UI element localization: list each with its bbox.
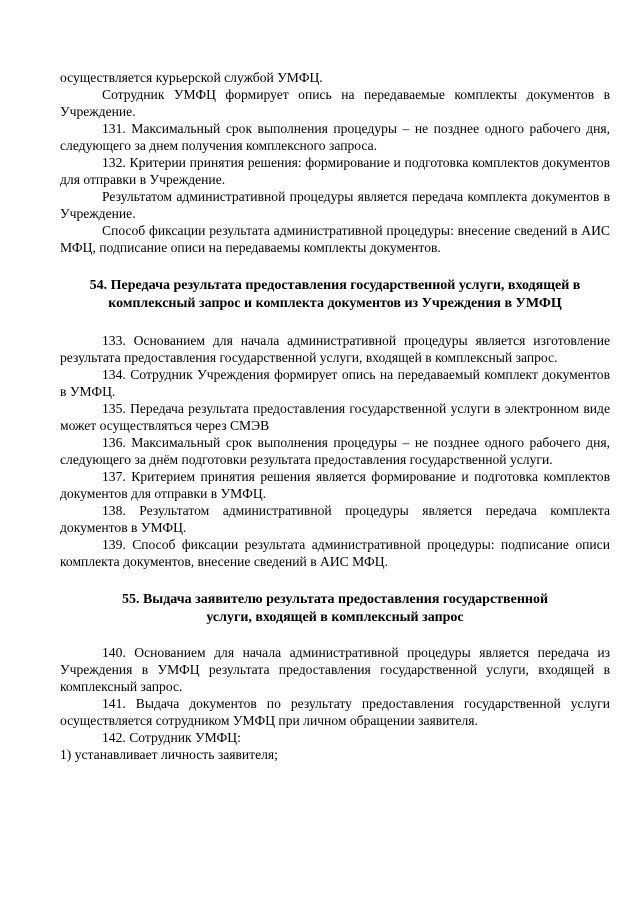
paragraph: осуществляется курьерской службой УМФЦ.	[60, 70, 323, 85]
paragraph: 131. Максимальный срок выполнения процедуры – не позднее одного рабочего дня, следующего за днем получения комплексного запроса.	[60, 121, 610, 153]
paragraph: 139. Способ фиксации результата административной процедуры: подписание описи комплекта документов, внесение сведений в АИС МФЦ.	[60, 537, 610, 569]
paragraph: 142. Сотрудник УМФЦ:	[102, 730, 241, 745]
section-heading: 55. Выдача заявителю результата предоставления государственной услуги, входящей в комплексный запрос	[121, 592, 549, 625]
paragraph: 133. Основанием для начала административной процедуры является изготовление результата предоставления государственной услуги, входящей в комплексный запрос.	[60, 333, 610, 365]
paragraph: 132. Критерии принятия решения: формирование и подготовка комплектов документов для отправки в Учреждение.	[60, 155, 610, 187]
list-item: 1) устанавливает личность заявителя;	[60, 747, 278, 762]
paragraph: 136. Максимальный срок выполнения процедуры – не позднее одного рабочего дня, следующего за днём подготовки результата предоставления государственной услуги.	[60, 435, 610, 467]
section-heading: 54. Передача результата предоставления государственной услуги, входящей в комплексный запрос и комплекта документов из Учреждения в УМФЦ	[89, 278, 581, 311]
paragraph: Сотрудник УМФЦ формирует опись на передаваемые комплекты документов в Учреждение.	[60, 87, 610, 119]
paragraph: 134. Сотрудник Учреждения формирует опись на передаваемый комплект документов в УМФЦ.	[60, 367, 610, 399]
paragraph: 138. Результатом административной процедуры является передача комплекта документов в УМФЦ.	[60, 503, 610, 535]
paragraph: 137. Критерием принятия решения является формирование и подготовка комплектов документов для отправки в УМФЦ.	[60, 469, 610, 501]
document-page	[60, 69, 610, 763]
paragraph: 140. Основанием для начала административной процедуры является передача из Учреждения в УМФЦ результата предоставления государственной услуги, входящей в комплексный запрос.	[60, 645, 610, 694]
paragraph: Результатом административной процедуры является передача комплекта документов в Учреждение.	[60, 189, 610, 221]
paragraph: 141. Выдача документов по результату предоставления государственной услуги осуществляется сотрудником УМФЦ при личном обращении заявителя.	[60, 696, 610, 728]
paragraph: Способ фиксации результата административной процедуры: внесение сведений в АИС МФЦ, подписание описи на передаваемы комплекты документов.	[60, 223, 610, 255]
paragraph: 135. Передача результата предоставления государственной услуги в электронном виде может осуществляться через СМЭВ	[60, 401, 610, 433]
